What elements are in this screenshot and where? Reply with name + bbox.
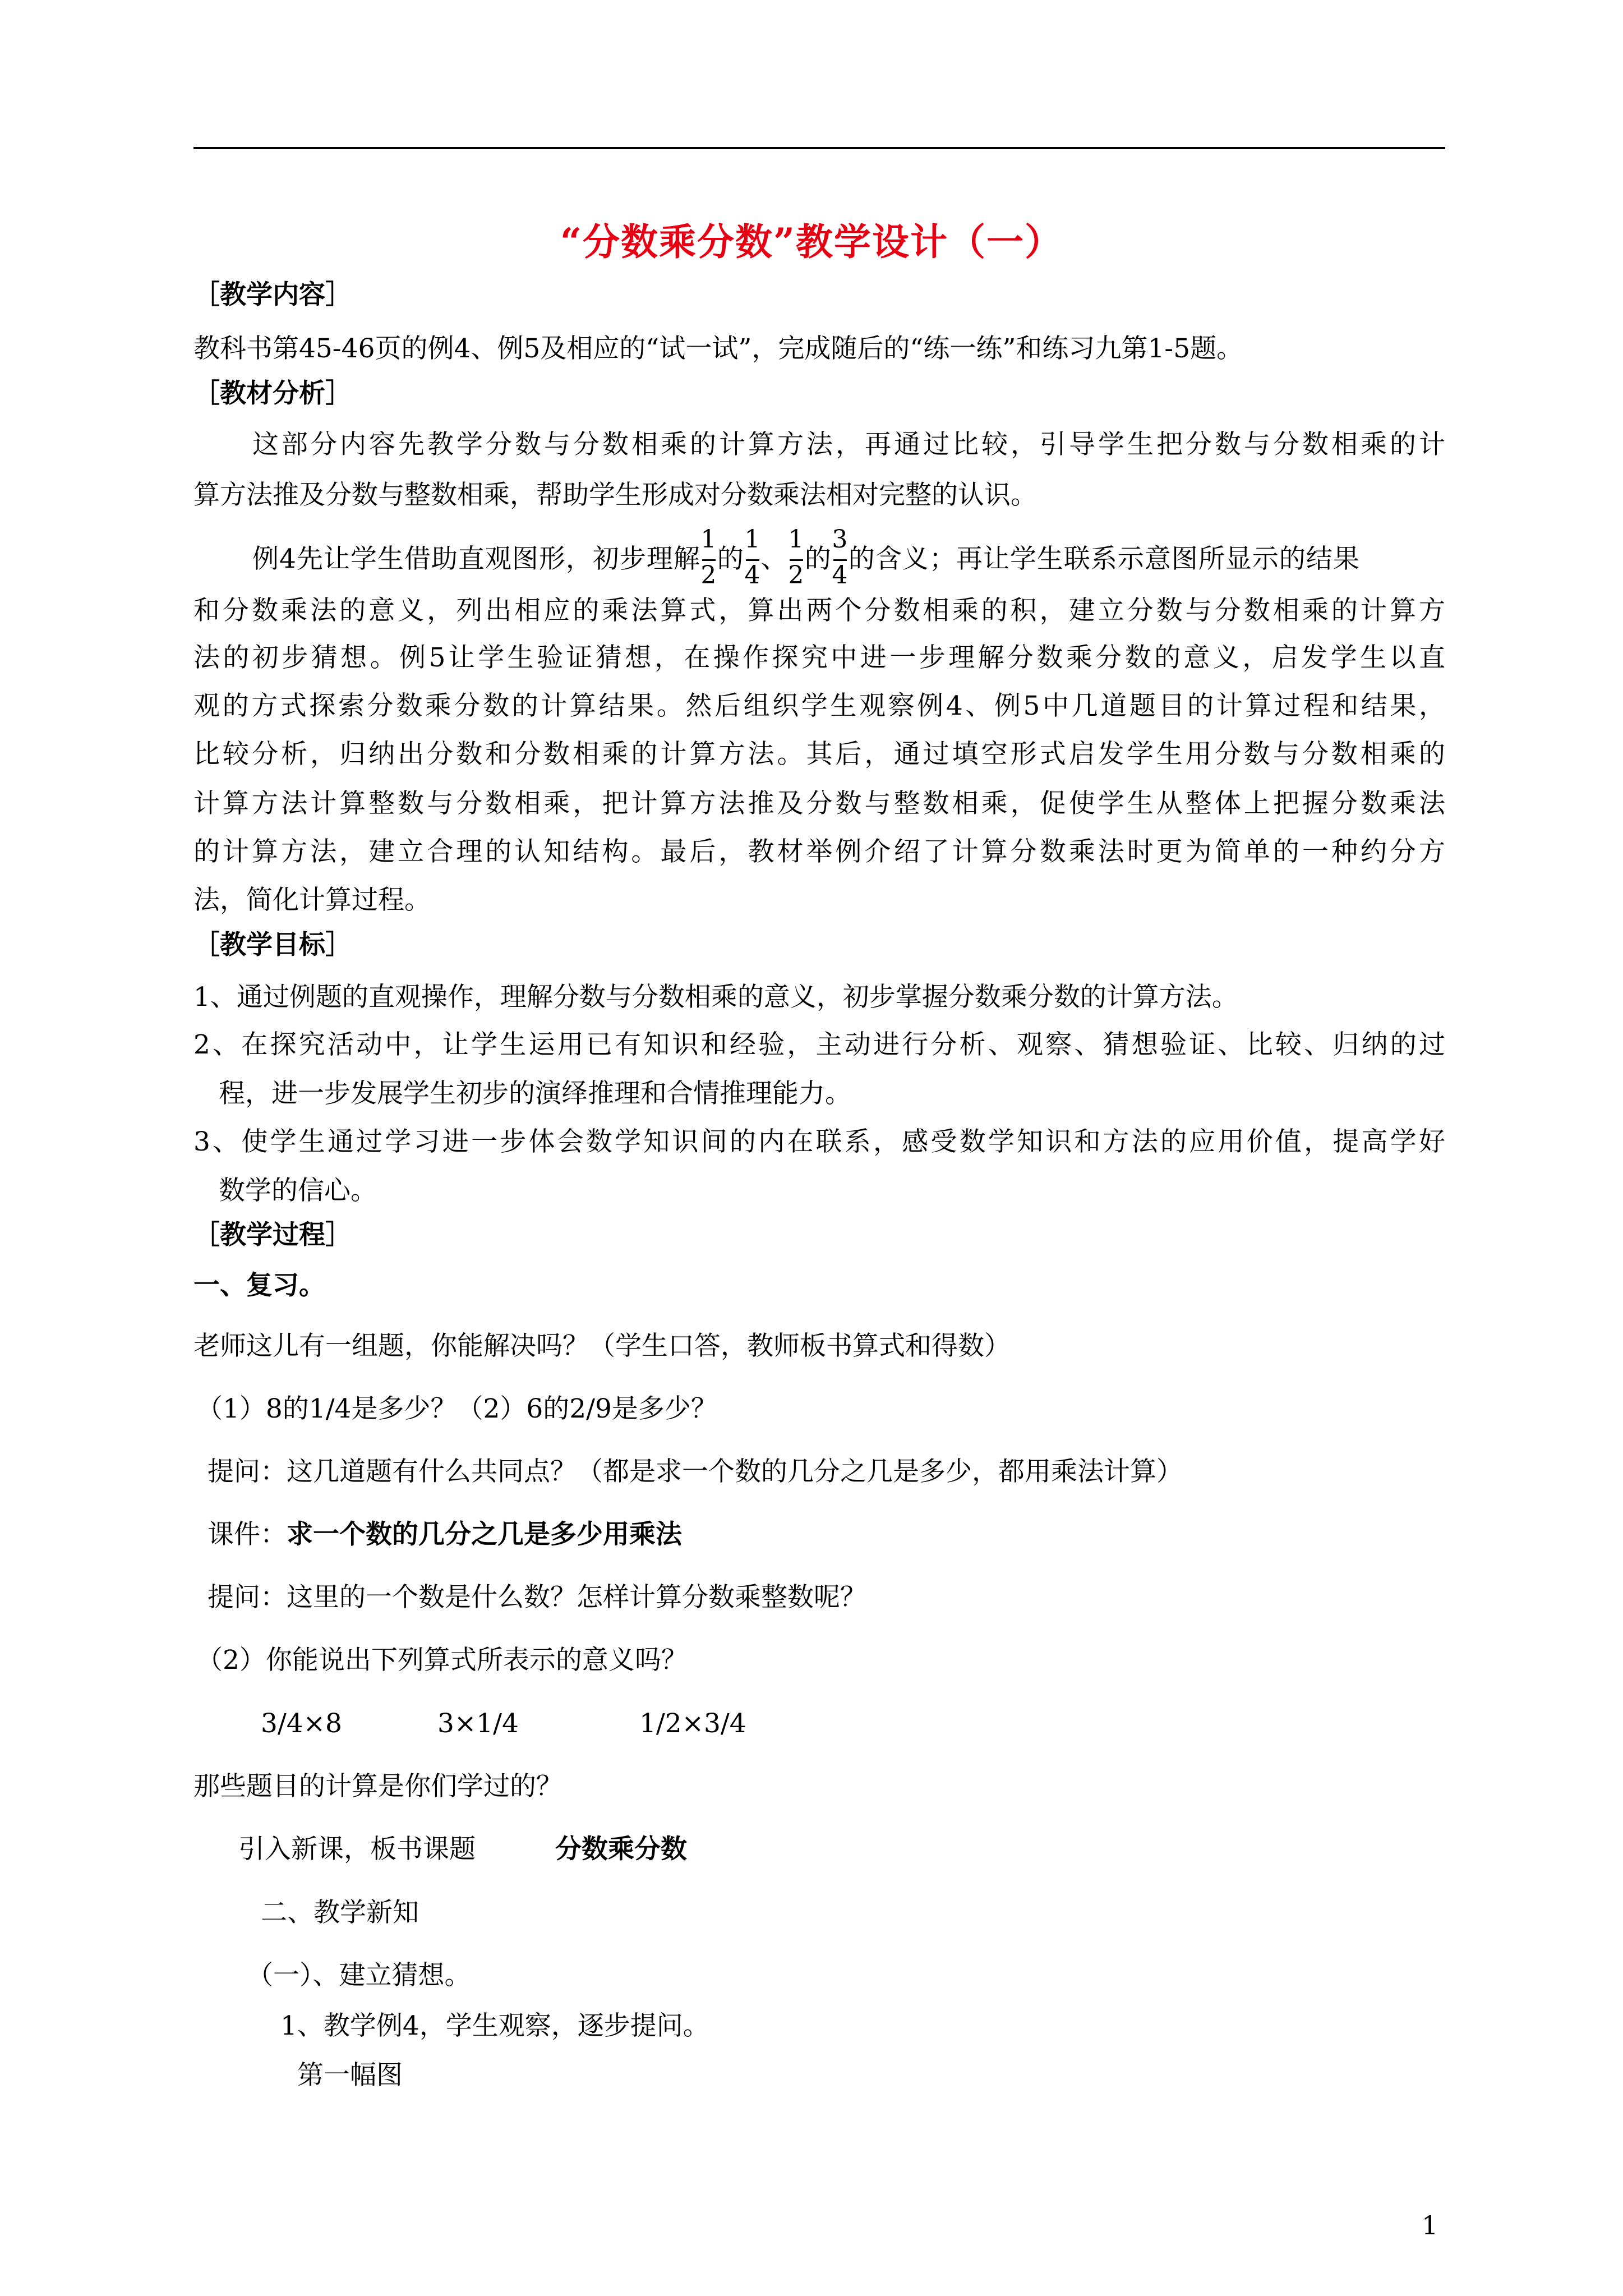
page-number: 1: [1422, 2210, 1438, 2240]
review-question-1: （1）8的1/4是多少？（2）6的2/9是多少？: [196, 1393, 717, 1424]
review-heading: 一、复习。: [193, 1270, 325, 1301]
fraction-intro-text: 例4先让学生借助直观图形，初步理解: [252, 544, 700, 574]
goal-1: 1、通过例题的直观操作，理解分数与分数相乘的意义，初步掌握分数乘分数的计算方法。: [193, 982, 1238, 1013]
review-ask-1: 提问：这几道题有什么共同点？（都是求一个数的几分之几是多少，都用乘法计算）: [208, 1456, 1183, 1487]
fraction-one-quarter: $\frac{1}{4}$: [744, 525, 761, 590]
analysis-paragraph-2-line-5: 比较分析，归纳出分数和分数相乘的计算方法。其后，通过填空形式启发学生用分数与分数相乘的: [193, 739, 1445, 770]
analysis-heading: ［教材分析］: [193, 378, 352, 409]
intro-topic: 分数乘分数: [555, 1834, 687, 1865]
fraction-three-quarters: $\frac{3}{4}$: [832, 525, 849, 590]
expression-1: 3/4×8: [261, 1708, 342, 1739]
fraction-one-half: $\frac{1}{2}$: [700, 525, 717, 590]
process-heading: ［教学过程］: [193, 1220, 352, 1250]
example-4-line: 1、教学例4，学生观察，逐步提问。: [280, 2010, 709, 2041]
review-intro: 老师这儿有一组题，你能解决吗？（学生口答，教师板书算式和得数）: [193, 1331, 1011, 1361]
analysis-paragraph-2-line-1: 例4先让学生借助直观图形，初步理解 $\frac{1}{2}$ 的 $\frac{1}{4}$ 、 $\frac{1}{2}$ 的 $\frac{3}{4}$ 的含义；再让学生联系示意图所显示的结果: [252, 525, 1360, 590]
guess-heading: （一）、建立猜想。: [247, 1960, 471, 1991]
document-title: “分数乘分数”教学设计（一）: [560, 220, 1063, 264]
goal-3-line-1: 3、使学生通过学习进一步体会数学知识间的内在联系，感受数学知识和方法的应用价值，提高学好: [193, 1126, 1445, 1157]
content-heading: ［教学内容］: [193, 279, 352, 310]
analysis-paragraph-1-line-1: 这部分内容先教学分数与分数相乘的计算方法，再通过比较，引导学生把分数与分数相乘的计: [252, 429, 1445, 460]
analysis-paragraph-1-line-2: 算方法推及分数与整数相乘，帮助学生形成对分数乘法相对完整的认识。: [193, 480, 1037, 510]
analysis-paragraph-2-line-8: 法，简化计算过程。: [193, 885, 431, 915]
goal-2-line-1: 2、在探究活动中，让学生运用已有知识和经验，主动进行分析、观察、猜想验证、比较、归纳的过: [193, 1029, 1445, 1060]
goal-3-line-2: 数学的信心。: [219, 1175, 377, 1206]
figure-1-label: 第一幅图: [297, 2060, 403, 2091]
courseware-label: 课件：: [208, 1519, 287, 1550]
review-ask-2: 提问：这里的一个数是什么数？怎样计算分数乘整数呢？: [208, 1582, 866, 1613]
analysis-paragraph-2-line-2: 和分数乘法的意义，列出相应的乘法算式，算出两个分数相乘的积，建立分数与分数相乘的计算方: [193, 595, 1445, 626]
review-end: 那些题目的计算是你们学过的？: [193, 1771, 562, 1802]
goal-2-line-2: 程，进一步发展学生初步的演绎推理和合情推理能力。: [219, 1078, 851, 1109]
analysis-paragraph-2-line-7: 的计算方法，建立合理的认知结构。最后，教材举例介绍了计算分数乘法时更为简单的一种约分方: [193, 836, 1445, 867]
analysis-paragraph-2-line-3: 法的初步猜想。例5让学生验证猜想，在操作探究中进一步理解分数乘分数的意义，启发学生以直: [193, 642, 1445, 673]
courseware-text: 求一个数的几分之几是多少用乘法: [287, 1519, 682, 1550]
courseware-line: [208, 1518, 682, 1552]
expression-2: 3×1/4: [437, 1708, 519, 1739]
goals-heading: ［教学目标］: [193, 930, 352, 960]
review-question-2: （2）你能说出下列算式所表示的意义吗？: [196, 1645, 688, 1676]
analysis-paragraph-2-line-6: 计算方法计算整数与分数相乘，把计算方法推及分数与整数相乘，促使学生从整体上把握分数乘法: [193, 788, 1445, 819]
header-rule: [193, 147, 1445, 149]
fraction-one-half-2: $\frac{1}{2}$: [788, 525, 805, 590]
analysis-paragraph-2-line-4: 观的方式探索分数乘分数的计算结果。然后组织学生观察例4、例5中几道题目的计算过程和结果，: [193, 691, 1445, 721]
intro-label: 引入新课，板书课题: [238, 1834, 476, 1865]
expression-3: 1/2×3/4: [639, 1708, 746, 1739]
content-text: 教科书第45-46页的例4、例5及相应的“试一试”，完成随后的“练一练”和练习九第1-5题。: [193, 333, 1243, 364]
new-knowledge-heading: 二、教学新知: [261, 1897, 419, 1928]
